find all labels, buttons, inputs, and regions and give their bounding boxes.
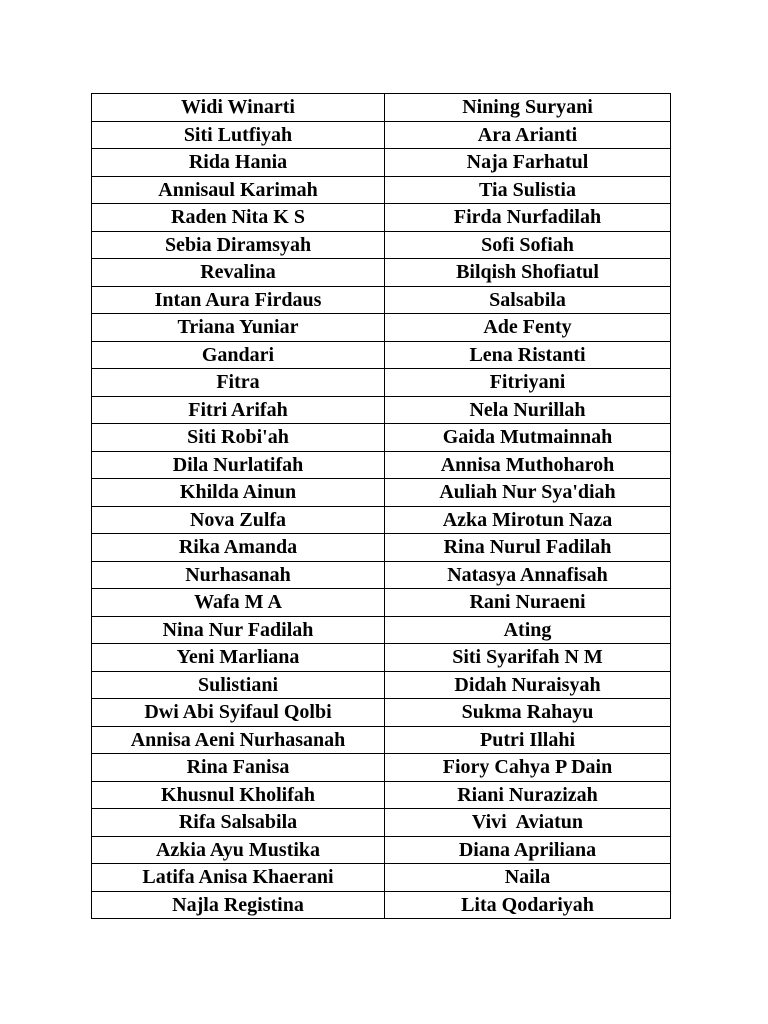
name-cell-right: Azka Mirotun Naza <box>385 506 671 534</box>
table-row <box>92 176 671 204</box>
name-cell-left: Annisaul Karimah <box>92 176 385 204</box>
name-cell-right: Lena Ristanti <box>385 341 671 369</box>
name-cell-left: Nina Nur Fadilah <box>92 616 385 644</box>
name-cell-right: Naila <box>385 864 671 892</box>
name-cell-right: Bilqish Shofiatul <box>385 259 671 287</box>
table-row <box>92 534 671 562</box>
name-cell-right: Tia Sulistia <box>385 176 671 204</box>
name-cell-left: Dwi Abi Syifaul Qolbi <box>92 699 385 727</box>
name-cell-left: Siti Robi'ah <box>92 424 385 452</box>
name-cell-left: Najla Registina <box>92 891 385 919</box>
name-cell-right: Nining Suryani <box>385 94 671 122</box>
name-cell-left: Sulistiani <box>92 671 385 699</box>
table-row <box>92 424 671 452</box>
table-row <box>92 864 671 892</box>
table-row <box>92 891 671 919</box>
name-cell-left: Rina Fanisa <box>92 754 385 782</box>
table-row <box>92 94 671 122</box>
name-cell-right: Annisa Muthoharoh <box>385 451 671 479</box>
name-cell-left: Khilda Ainun <box>92 479 385 507</box>
name-cell-left: Fitri Arifah <box>92 396 385 424</box>
name-cell-right: Salsabila <box>385 286 671 314</box>
table-row <box>92 644 671 672</box>
table-row <box>92 754 671 782</box>
name-cell-right: Firda Nurfadilah <box>385 204 671 232</box>
name-cell-left: Khusnul Kholifah <box>92 781 385 809</box>
table-row <box>92 671 671 699</box>
names-table <box>91 93 671 919</box>
table-row <box>92 231 671 259</box>
name-cell-right: Putri Illahi <box>385 726 671 754</box>
name-cell-right: Ating <box>385 616 671 644</box>
table-row <box>92 589 671 617</box>
table-row <box>92 286 671 314</box>
name-cell-left: Gandari <box>92 341 385 369</box>
name-cell-right: Didah Nuraisyah <box>385 671 671 699</box>
name-cell-left: Annisa Aeni Nurhasanah <box>92 726 385 754</box>
name-cell-left: Rifa Salsabila <box>92 809 385 837</box>
table-row <box>92 314 671 342</box>
name-cell-left: Azkia Ayu Mustika <box>92 836 385 864</box>
name-cell-right: Ade Fenty <box>385 314 671 342</box>
table-row <box>92 699 671 727</box>
name-cell-right: Gaida Mutmainnah <box>385 424 671 452</box>
name-cell-left: Latifa Anisa Khaerani <box>92 864 385 892</box>
name-cell-right: Sukma Rahayu <box>385 699 671 727</box>
table-row <box>92 836 671 864</box>
name-cell-left: Nurhasanah <box>92 561 385 589</box>
name-cell-left: Yeni Marliana <box>92 644 385 672</box>
name-cell-right: Siti Syarifah N M <box>385 644 671 672</box>
name-cell-left: Revalina <box>92 259 385 287</box>
table-row <box>92 726 671 754</box>
name-cell-right: Rina Nurul Fadilah <box>385 534 671 562</box>
table-row <box>92 451 671 479</box>
table-row <box>92 479 671 507</box>
name-cell-right: Lita Qodariyah <box>385 891 671 919</box>
table-row <box>92 259 671 287</box>
name-cell-left: Rika Amanda <box>92 534 385 562</box>
name-cell-right: Natasya Annafisah <box>385 561 671 589</box>
name-cell-left: Intan Aura Firdaus <box>92 286 385 314</box>
name-cell-right: Diana Apriliana <box>385 836 671 864</box>
name-cell-right: Fitriyani <box>385 369 671 397</box>
names-table-body <box>92 94 671 919</box>
name-cell-right: Ara Arianti <box>385 121 671 149</box>
table-row <box>92 781 671 809</box>
name-cell-left: Rida Hania <box>92 149 385 177</box>
name-cell-right: Vivi Aviatun <box>385 809 671 837</box>
name-cell-left: Fitra <box>92 369 385 397</box>
table-row <box>92 121 671 149</box>
name-cell-right: Rani Nuraeni <box>385 589 671 617</box>
name-cell-left: Widi Winarti <box>92 94 385 122</box>
name-cell-right: Sofi Sofiah <box>385 231 671 259</box>
table-row <box>92 369 671 397</box>
table-row <box>92 561 671 589</box>
name-cell-left: Nova Zulfa <box>92 506 385 534</box>
table-row <box>92 204 671 232</box>
table-row <box>92 809 671 837</box>
name-cell-right: Naja Farhatul <box>385 149 671 177</box>
name-cell-left: Wafa M A <box>92 589 385 617</box>
name-cell-left: Sebia Diramsyah <box>92 231 385 259</box>
table-row <box>92 396 671 424</box>
name-cell-left: Siti Lutfiyah <box>92 121 385 149</box>
name-cell-right: Nela Nurillah <box>385 396 671 424</box>
name-cell-left: Dila Nurlatifah <box>92 451 385 479</box>
name-cell-right: Fiory Cahya P Dain <box>385 754 671 782</box>
table-row <box>92 149 671 177</box>
table-row <box>92 616 671 644</box>
table-row <box>92 341 671 369</box>
table-row <box>92 506 671 534</box>
name-cell-left: Raden Nita K S <box>92 204 385 232</box>
name-cell-right: Riani Nurazizah <box>385 781 671 809</box>
name-cell-left: Triana Yuniar <box>92 314 385 342</box>
name-cell-right: Auliah Nur Sya'diah <box>385 479 671 507</box>
